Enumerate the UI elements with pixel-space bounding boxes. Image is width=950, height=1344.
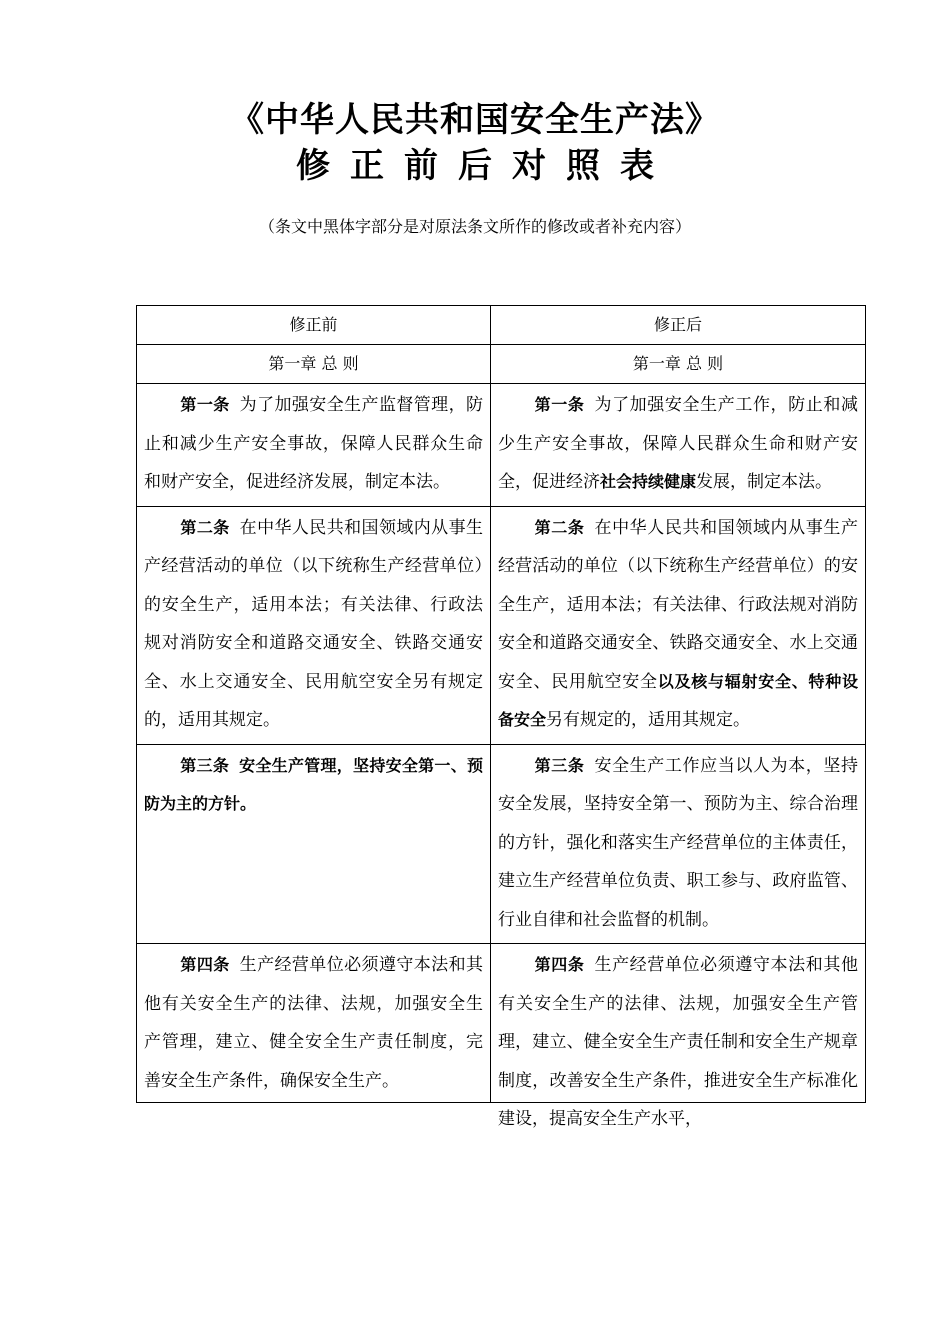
article-text: 安全生产工作应当以人为本，坚持安全发展，坚持安全第一、预防为主、综合治理的方针，强化和落实生产经营单位的主体责任，建立生产经营单位负责、职工参与、政府监管、行业自律和社会监督的机制。 [498,755,858,930]
article-1-after [491,384,866,507]
table-header-row [137,306,866,345]
article-text: 在中华人民共和国领域内从事生产经营活动的单位（以下统称生产经营单位）的安全生产，适用本法；有关法律、行政法规对消防安全和道路交通安全、铁路交通安全、水上交通安全、民用航空安全 [498,517,858,692]
table-row [137,506,866,744]
editorial-note: （条文中黑体字部分是对原法条文所作的修改或者补充内容） [258,217,691,236]
article-4-before [137,944,491,1103]
article-label: 第三条 [180,755,230,775]
article-label: 第二条 [534,517,585,537]
amended-text: 安全生产管理，坚持安全第一、预防为主的方针。 [144,755,483,813]
header-after: 修正后 [491,306,866,345]
chapter-row [137,345,866,384]
table-row [137,384,866,507]
article-label: 第一条 [180,395,230,414]
document-title: 《中华人民共和国安全生产法》 [230,100,720,140]
chapter-before: 第一章 总 则 [137,345,491,384]
table-row [137,944,866,1103]
document-subtitle: 修正前后对照表 [296,146,674,186]
article-label: 第四条 [534,955,585,974]
article-2-before [137,506,491,744]
amended-text: 以及核与辐射安全、特种设备安全 [498,671,858,729]
article-text: 生产经营单位必须遵守本法和其他有关安全生产的法律、法规，加强安全生产管理，建立、健全安全生产责任制和安全生产规章制度，改善安全生产条件，推进安全生产标准化建设，提高安全生产水平， [498,955,858,1129]
article-text: 另有规定的，适用其规定。 [546,710,751,730]
article-2-after [491,506,866,744]
article-3-before [137,744,491,944]
amended-text: 社会持续健康 [600,472,697,491]
chapter-after: 第一章 总 则 [491,345,866,384]
article-text: 为了加强安全生产工作，防止和减少生产安全事故，保障人民群众生命和财产安全，促进经济 [498,395,858,492]
article-text: 为了加强安全生产监督管理，防止和减少生产安全事故，保障人民群众生命和财产安全，促进经济发展，制定本法。 [144,395,483,492]
article-label: 第三条 [534,755,585,775]
article-text: 发展，制定本法。 [696,472,833,492]
header-before: 修正前 [137,306,491,345]
article-text: 生产经营单位必须遵守本法和其他有关安全生产的法律、法规，加强安全生产管理，建立、健全安全生产责任制度，完善安全生产条件，确保安全生产。 [144,955,483,1091]
article-label: 第一条 [534,395,585,414]
comparison-table [136,305,866,1129]
article-label: 第二条 [180,517,230,537]
table-row [137,744,866,944]
article-3-after [491,744,866,944]
article-4-after [491,944,866,1129]
article-text: 在中华人民共和国领域内从事生产经营活动的单位（以下统称生产经营单位）的安全生产，适用本法；有关法律、行政法规对消防安全和道路交通安全、铁路交通安全、水上交通安全、民用航空安全另有规定的，适用其规定。 [144,517,483,730]
article-label: 第四条 [180,955,230,974]
article-1-before [137,384,491,507]
